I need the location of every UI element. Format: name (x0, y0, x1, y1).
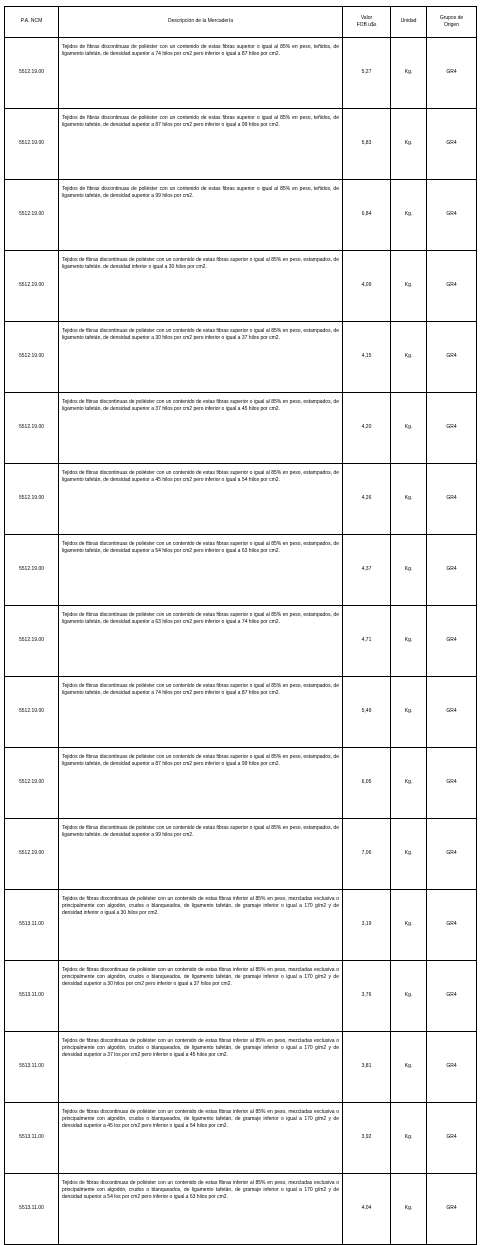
table-row (5, 677, 477, 748)
cell-value: 4,09 (343, 251, 391, 322)
cell-unit: Kg. (391, 251, 427, 322)
cell-unit: Kg. (391, 109, 427, 180)
table-row (5, 38, 477, 109)
cell-value: 4,71 (343, 606, 391, 677)
table-row (5, 819, 477, 890)
cell-unit: Kg. (391, 322, 427, 393)
table-row (5, 109, 477, 180)
table-row (5, 1103, 477, 1174)
cell-unit: Kg. (391, 606, 427, 677)
table-body (5, 38, 477, 1245)
cell-description: Tejidos de fibras discontinuas de poliéster con un contenido de estas fibras superior o igual al 85% en peso, estampados, de ligamento tafetán, de densidad inferior o igual a 30 hilos por cm2. (59, 251, 343, 322)
cell-description: Tejidos de fibras discontinuas de poliéster con un contenido de estas fibras superior o igual al 85% en peso, estampados, de ligamento tafetán, de densidad superior a 30 hilos por cm2 pero inferior o igual a 37 hilos por cm2. (59, 322, 343, 393)
table-row (5, 180, 477, 251)
header-group-line1: Grupos de (439, 14, 464, 21)
cell-code: 5513.11.00 (5, 1174, 59, 1245)
cell-value: 5,27 (343, 38, 391, 109)
cell-group: GR4 (427, 961, 477, 1032)
cell-code: 5512.19.00 (5, 393, 59, 464)
header-value-line2: FOB u$s (356, 22, 377, 28)
cell-group: GR4 (427, 180, 477, 251)
cell-code: 5513.11.00 (5, 890, 59, 961)
cell-group: GR4 (427, 819, 477, 890)
cell-description: Tejidos de fibras discontinuas de poliéster con un contenido de estas fibras superior o igual al 85% en peso, estampados, de ligamento tafetán, de densidad superior a 63 hilos por cm2 pero inferior o igual a 74 hilos por cm2. (59, 606, 343, 677)
cell-code: 5512.19.00 (5, 819, 59, 890)
cell-unit: Kg. (391, 535, 427, 606)
cell-unit: Kg. (391, 1103, 427, 1174)
cell-description: Tejidos de fibras discontinuas de poliéster con un contenido de estas fibras superior o igual al 85% en peso, teñidos, de ligamento tafetán, de densidad superior a 99 hilos por cm2. (59, 180, 343, 251)
cell-value: 3,81 (343, 1032, 391, 1103)
cell-description: Tejidos de fibras discontinuas de poliéster con un contenido de estas fibras superior o igual al 85% en peso, estampados, de ligamento tafetán, de densidad superior a 99 hilos por cm2. (59, 819, 343, 890)
header-group-label (427, 13, 476, 31)
table-row (5, 251, 477, 322)
cell-value: 4,26 (343, 464, 391, 535)
cell-unit: Kg. (391, 1032, 427, 1103)
merchandise-table (4, 6, 477, 1245)
cell-code: 5512.19.00 (5, 464, 59, 535)
cell-group: GR4 (427, 890, 477, 961)
cell-description: Tejidos de fibras discontinuas de poliéster con un contenido de estas fibras superior o igual al 85% en peso, estampados, de ligamento tafetán, de densidad superior a 74 hilos por cm2 pero inferior o igual a 87 hilos por cm2. (59, 677, 343, 748)
table-row (5, 464, 477, 535)
cell-description: Tejidos de fibras discontinuas de poliéster con un contenido de estas fibras superior o igual al 85% en peso, estampados, de ligamento tafetán, de densidad superior a 54 hilos por cm2 pero inferior o igual a 63 hilos por cm2. (59, 535, 343, 606)
header-group (427, 7, 477, 38)
cell-unit: Kg. (391, 819, 427, 890)
cell-value: 3,76 (343, 961, 391, 1032)
table-row (5, 961, 477, 1032)
cell-group: GR4 (427, 251, 477, 322)
cell-code: 5512.19.00 (5, 251, 59, 322)
cell-unit: Kg. (391, 180, 427, 251)
cell-code: 5513.11.00 (5, 961, 59, 1032)
cell-code: 5512.19.00 (5, 109, 59, 180)
cell-code: 5513.11.00 (5, 1103, 59, 1174)
cell-description: Tejidos de fibras discontinuas de poliéster con un contenido de estas fibras inferior al 85% en peso, mezcladas exclusiva o principalmente con algodón, crudos o blanqueados, de ligamento tafetán, de gramaje inferior o igual a 170 g/m2 y de densidad superior a 30 hilos por cm2 pero inferior o igual a 37 hilos por cm2. (59, 961, 343, 1032)
cell-description: Tejidos de fibras discontinuas de poliéster con un contenido de estas fibras inferior al 85% en peso, mezcladas exclusiva o principalmente con algodón, crudos o blanqueados, de ligamento tafetán, de gramaje inferior o igual a 170 g/m2 y de densidad superior a 37 los por cm2 pero inferior o igual a 45 hilos por cm2. (59, 1032, 343, 1103)
cell-value: 4,37 (343, 535, 391, 606)
table-row (5, 890, 477, 961)
cell-group: GR4 (427, 109, 477, 180)
header-description-label: Descripción de la Mercadería (167, 18, 234, 25)
cell-code: 5512.19.00 (5, 38, 59, 109)
cell-description: Tejidos de fibras discontinuas de poliéster con un contenido de estas fibras superior o igual al 85% en peso, estampados, de ligamento tafetán, de densidad superior a 45 hilos por cm2 pero inferior o igual a 54 hilos por cm2. (59, 464, 343, 535)
cell-value: 4,20 (343, 393, 391, 464)
header-description (59, 7, 343, 38)
cell-code: 5512.19.00 (5, 606, 59, 677)
cell-value: 3,19 (343, 890, 391, 961)
cell-group: GR4 (427, 1032, 477, 1103)
cell-value: 5,49 (343, 677, 391, 748)
cell-unit: Kg. (391, 748, 427, 819)
cell-group: GR4 (427, 1174, 477, 1245)
table-row (5, 748, 477, 819)
header-unit-label: Unidad (400, 18, 417, 25)
cell-code: 5512.19.00 (5, 322, 59, 393)
cell-code: 5512.19.00 (5, 677, 59, 748)
cell-unit: Kg. (391, 961, 427, 1032)
cell-unit: Kg. (391, 464, 427, 535)
cell-value: 6,84 (343, 180, 391, 251)
header-code-label: P.A. NCM (20, 18, 43, 25)
cell-group: GR4 (427, 1103, 477, 1174)
header-value (343, 7, 391, 38)
header-value-line1: Valor (360, 14, 373, 21)
cell-value: 4,04 (343, 1174, 391, 1245)
cell-code: 5512.19.00 (5, 180, 59, 251)
table-row (5, 535, 477, 606)
cell-value: 7,06 (343, 819, 391, 890)
cell-code: 5512.19.00 (5, 748, 59, 819)
header-group-line2: Origen (443, 22, 459, 28)
cell-code: 5513.11.00 (5, 1032, 59, 1103)
table-header (5, 7, 477, 38)
cell-value: 6,05 (343, 748, 391, 819)
table-row (5, 1032, 477, 1103)
cell-description: Tejidos de fibras discontinuas de poliéster con un contenido de estas fibras superior o igual al 85% en peso, teñidos, de ligamento tafetán, de densidad superior a 74 hilos por cm2 pero inferior o igual a 87 hilos por cm2. (59, 38, 343, 109)
cell-description: Tejidos de fibras discontinuas de poliéster con un contenido de estas fibras inferior al 85% en peso, mezcladas exclusiva o principalmente con algodón, crudos o blanqueados, de ligamento tafetán, de gramaje inferior o igual a 170 g/m2 y de densidad inferior o igual a 30 hilos por cm2. (59, 890, 343, 961)
cell-unit: Kg. (391, 677, 427, 748)
cell-unit: Kg. (391, 890, 427, 961)
cell-group: GR4 (427, 535, 477, 606)
cell-description: Tejidos de fibras discontinuas de poliéster con un contenido de estas fibras superior o igual al 85% en peso, estampados, de ligamento tafetán, de densidad superior a 87 hilos por cm2 pero inferior o igual a 99 hilos por cm2. (59, 748, 343, 819)
header-value-label (343, 13, 390, 31)
table-row (5, 393, 477, 464)
cell-code: 5512.19.00 (5, 535, 59, 606)
cell-group: GR4 (427, 677, 477, 748)
cell-group: GR4 (427, 393, 477, 464)
header-unit (391, 7, 427, 38)
cell-value: 4,15 (343, 322, 391, 393)
table-row (5, 1174, 477, 1245)
cell-description: Tejidos de fibras discontinuas de poliéster con un contenido de estas fibras superior o igual al 85% en peso, teñidos, de ligamento tafetán, de densidad superior a 87 hilos por cm2 pero inferior o igual a 99 hilos por cm2. (59, 109, 343, 180)
cell-description: Tejidos de fibras discontinuas de poliéster con un contenido de estas fibras inferior al 85% en peso, mezcladas exclusiva o principalmente con algodón, crudos o blanqueados, de ligamento tafetán, de gramaje inferior o igual a 170 g/m2 y de densidad superior a 45 los por cm2 pero inferior o igual a 54 hilos por cm2. (59, 1103, 343, 1174)
cell-group: GR4 (427, 606, 477, 677)
cell-description: Tejidos de fibras discontinuas de poliéster con un contenido de estas fibras superior o igual al 85% en peso, estampados, de ligamento tafetán, de densidad superior a 37 hilos por cm2 pero inferior o igual a 45 hilos por cm2. (59, 393, 343, 464)
cell-unit: Kg. (391, 38, 427, 109)
cell-group: GR4 (427, 748, 477, 819)
cell-group: GR4 (427, 38, 477, 109)
cell-unit: Kg. (391, 1174, 427, 1245)
table-row (5, 606, 477, 677)
cell-description: Tejidos de fibras discontinuas de poliéster con un contenido de estas fibras inferior al 85% en peso, mezcladas exclusiva o principalmente con algodón, crudos o blanqueados, de ligamento tafetán, de gramaje inferior o igual a 170 g/m2 y de densidad superior a 54 los por cm2 pero inferior o igual a 63 hilos por cm2. (59, 1174, 343, 1245)
cell-group: GR4 (427, 322, 477, 393)
table-row (5, 322, 477, 393)
header-code (5, 7, 59, 38)
cell-group: GR4 (427, 464, 477, 535)
cell-value: 3,92 (343, 1103, 391, 1174)
cell-unit: Kg. (391, 393, 427, 464)
cell-value: 5,83 (343, 109, 391, 180)
